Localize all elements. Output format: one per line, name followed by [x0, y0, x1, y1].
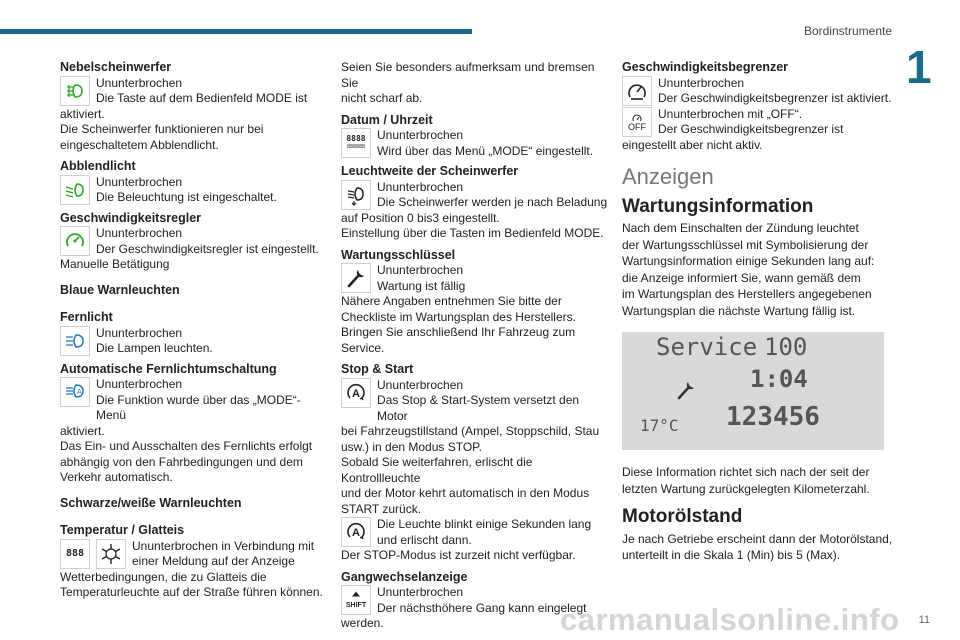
column-1	[60, 60, 326, 601]
heading-service-info: Wartungsinformation	[622, 195, 814, 217]
column-2	[341, 60, 611, 632]
desc-text: bei Fahrzeugstillstand (Ampel, Stoppschild, Stau	[341, 424, 600, 438]
para-text: die Anzeige informiert Sie, wann gemäß dem	[622, 270, 861, 285]
fog-light-icon	[60, 76, 90, 106]
desc-text: und der Motor kehrt automatisch in den Modus	[341, 486, 590, 500]
dipped-beam-icon	[60, 175, 90, 205]
ice-snowflake-icon	[96, 539, 126, 569]
heading-headlamp: Leuchtweite der Scheinwerfer	[341, 164, 519, 178]
desc-text: Checkliste im Wartungsplan des Herstellers.	[341, 309, 576, 324]
heading-dipped: Abblendlicht	[60, 159, 136, 173]
icon-text: 888	[65, 547, 85, 559]
desc-text: Einstellung über die Tasten im Bedienfeld MODE.	[341, 226, 604, 240]
state-text: Ununterbrochen mit „OFF“.	[658, 106, 803, 121]
display-odometer: 123456	[726, 402, 820, 432]
icon-text: OFF	[628, 122, 646, 132]
high-beam-icon	[60, 326, 90, 356]
display-temperature: 17°C	[640, 416, 679, 435]
headlamp-levelling-icon	[341, 180, 371, 210]
heading-fog: Nebelscheinwerfer	[60, 60, 172, 74]
speed-limiter-off-icon	[622, 107, 652, 137]
watermark: carmanualsonline.info	[560, 602, 900, 637]
state-text: Ununterbrochen	[96, 75, 183, 90]
state-text: Ununterbrochen	[658, 75, 745, 90]
para-text: letzten Wartung zurückgelegten Kilometerzahl.	[622, 481, 870, 496]
display-time: 1:04	[750, 365, 808, 393]
auto-high-beam-icon	[60, 377, 90, 407]
para-text: Wartungsplan die nächste Wartung fällig ist.	[622, 303, 856, 318]
svg-text:A: A	[77, 389, 82, 396]
state-text: Ununterbrochen	[96, 325, 183, 340]
desc-text: Das Stop & Start-System versetzt den Motor	[377, 393, 580, 423]
desc-text: Service.	[341, 340, 385, 355]
row-date-time	[341, 128, 611, 159]
heading-gear-shift: Gangwechselanzeige	[341, 569, 468, 584]
row-stop-start	[341, 378, 611, 425]
row-dipped	[60, 175, 326, 206]
para-text: der Wartungsschlüssel mit Symbolisierung der	[622, 237, 869, 252]
desc-text: Sobald Sie weiterfahren, erlischt die Kontrollleuchte	[341, 455, 533, 485]
desc-text: START zurück.	[341, 501, 422, 516]
desc-text: und erlischt dann.	[377, 532, 472, 547]
desc-text: eingestellt aber nicht aktiv.	[622, 137, 763, 152]
para-text: Je nach Getriebe erscheint dann der Motorölstand,	[622, 531, 893, 546]
desc-text: aktiviert.	[60, 423, 105, 438]
row-fog	[60, 76, 326, 107]
heading-date-time: Datum / Uhrzeit	[341, 112, 433, 127]
para-text: Diese Information richtet sich nach der seit der	[622, 465, 870, 479]
desc-text: Der Geschwindigkeitsregler ist eingestellt.	[96, 241, 319, 256]
heading-oil-level: Motorölstand	[622, 506, 743, 527]
service-display-panel	[622, 332, 884, 450]
speed-limiter-icon	[622, 76, 652, 106]
para-text: im Wartungsplan des Herstellers angegebenen	[622, 287, 872, 301]
desc-text: Temperaturleuchte auf der Straße führen können.	[60, 585, 323, 599]
desc-text: abhängig von den Fahrbedingungen und dem	[60, 454, 303, 469]
desc-text: Die Funktion wurde über das „MODE“-Menü	[96, 392, 301, 422]
display-wrench-icon	[674, 378, 698, 402]
desc-text: Wird über das Menü „MODE“ eingestellt.	[377, 143, 594, 158]
heading-white: Schwarze/weiße Warnleuchten	[60, 495, 242, 510]
desc-text: auf Position 0 bis3 eingestellt.	[341, 210, 500, 225]
desc-text: Wartung ist fällig	[377, 278, 466, 293]
heading-speed-limiter: Geschwindigkeitsbegrenzer	[622, 60, 789, 74]
intro-text: nicht scharf ab.	[341, 91, 423, 105]
desc-text: Der Geschwindigkeitsbegrenzer ist aktiviert.	[658, 91, 892, 105]
desc-text: Die Scheinwerfer funktionieren nur bei	[60, 122, 264, 136]
heading-temp: Temperatur / Glatteis	[60, 523, 185, 537]
desc-text: Die Taste auf dem Bedienfeld MODE ist	[96, 91, 308, 105]
header-accent-bar	[0, 29, 472, 34]
desc-text: Wetterbedingungen, die zu Glatteis die	[60, 569, 267, 584]
row-cruise	[60, 226, 326, 257]
para-text: Wartungsinformation einige Sekunden lang auf:	[622, 254, 875, 268]
desc-text: Der STOP-Modus ist zurzeit nicht verfügbar.	[341, 548, 576, 562]
desc-text: Die Lampen leuchten.	[96, 341, 213, 355]
state-text: Ununterbrochen	[96, 377, 183, 391]
state-text: Ununterbrochen	[377, 585, 464, 599]
desc-text: Nähere Angaben entnehmen Sie bitte der	[341, 294, 562, 308]
desc-text: usw.) in den Modus STOP.	[341, 439, 482, 454]
desc-text: Das Ein- und Ausschalten des Fernlichts erfolgt	[60, 439, 313, 453]
row-high-beam	[60, 326, 326, 357]
row-service-key	[341, 263, 611, 294]
state-text: Ununterbrochen	[377, 128, 464, 142]
stop-start-icon	[341, 517, 371, 547]
state-text: Ununterbrochen	[377, 263, 464, 277]
icon-text: SHIFT	[345, 602, 367, 609]
desc-text: eingeschaltetem Abblendlicht.	[60, 137, 219, 152]
page-number: 11	[918, 614, 930, 626]
desc-text: aktiviert.	[60, 106, 105, 121]
state-text: Ununterbrochen	[96, 174, 183, 189]
wrench-icon	[341, 263, 371, 293]
desc-text: Manuelle Betätigung	[60, 257, 170, 271]
heading-cruise: Geschwindigkeitsregler	[60, 210, 202, 225]
intro-text: Seien Sie besonders aufmerksam und bremsen Sie	[341, 60, 595, 90]
heading-auto-high-beam: Automatische Fernlichtumschaltung	[60, 361, 277, 376]
icon-text: 8888	[346, 134, 366, 143]
desc-text: Der nächsthöhere Gang kann eingelegt	[377, 600, 587, 615]
heading-high-beam: Fernlicht	[60, 310, 113, 324]
row-speed-limiter	[622, 76, 894, 107]
para-text: Nach dem Einschalten der Zündung leuchtet	[622, 221, 859, 235]
row-headlamp	[341, 180, 611, 211]
heading-anzeigen: Anzeigen	[622, 164, 714, 189]
state-text: Ununterbrochen	[377, 377, 464, 392]
cruise-control-icon	[60, 226, 90, 256]
desc-text: Bringen Sie anschließend Ihr Fahrzeug zum	[341, 325, 576, 339]
heading-blue: Blaue Warnleuchten	[60, 282, 180, 297]
heading-service-key: Wartungsschlüssel	[341, 247, 456, 262]
display-service-value: 100	[764, 333, 808, 361]
desc-text: Verkehr automatisch.	[60, 470, 173, 484]
desc-text: einer Meldung auf der Anzeige	[132, 554, 295, 568]
heading-stop-start: Stop & Start	[341, 362, 414, 376]
icon-text: 888888	[346, 144, 366, 150]
icon-letter: A	[352, 387, 360, 400]
section-title: Bordinstrumente	[803, 24, 892, 38]
row-speed-limiter-off	[622, 107, 894, 138]
clock-display-icon	[341, 128, 371, 158]
row-auto-high-beam	[60, 377, 326, 424]
state-text: Ununterbrochen	[96, 226, 183, 240]
icon-letter: A	[352, 527, 360, 539]
desc-text: Die Beleuchtung ist eingeschaltet.	[96, 190, 277, 204]
desc-text: Die Leuchte blinkt einige Sekunden lang	[377, 517, 592, 531]
temperature-display-icon	[60, 539, 90, 569]
desc-text: werden.	[341, 616, 384, 630]
state-text: Ununterbrochen	[377, 179, 464, 194]
para-text: unterteilt in die Skala 1 (Min) bis 5 (Max).	[622, 548, 841, 562]
column-3	[622, 60, 894, 564]
desc-text: Ununterbrochen in Verbindung mit	[132, 538, 315, 553]
desc-text: Die Scheinwerfer werden je nach Beladung	[377, 195, 608, 209]
chapter-number: 1	[906, 41, 932, 93]
desc-text: Der Geschwindigkeitsbegrenzer ist	[658, 122, 844, 136]
display-service-label: Service	[656, 333, 758, 361]
stop-start-icon	[341, 378, 371, 408]
row-stop-start-blink	[341, 517, 611, 548]
gear-shift-icon	[341, 585, 371, 615]
row-temp	[60, 539, 326, 570]
